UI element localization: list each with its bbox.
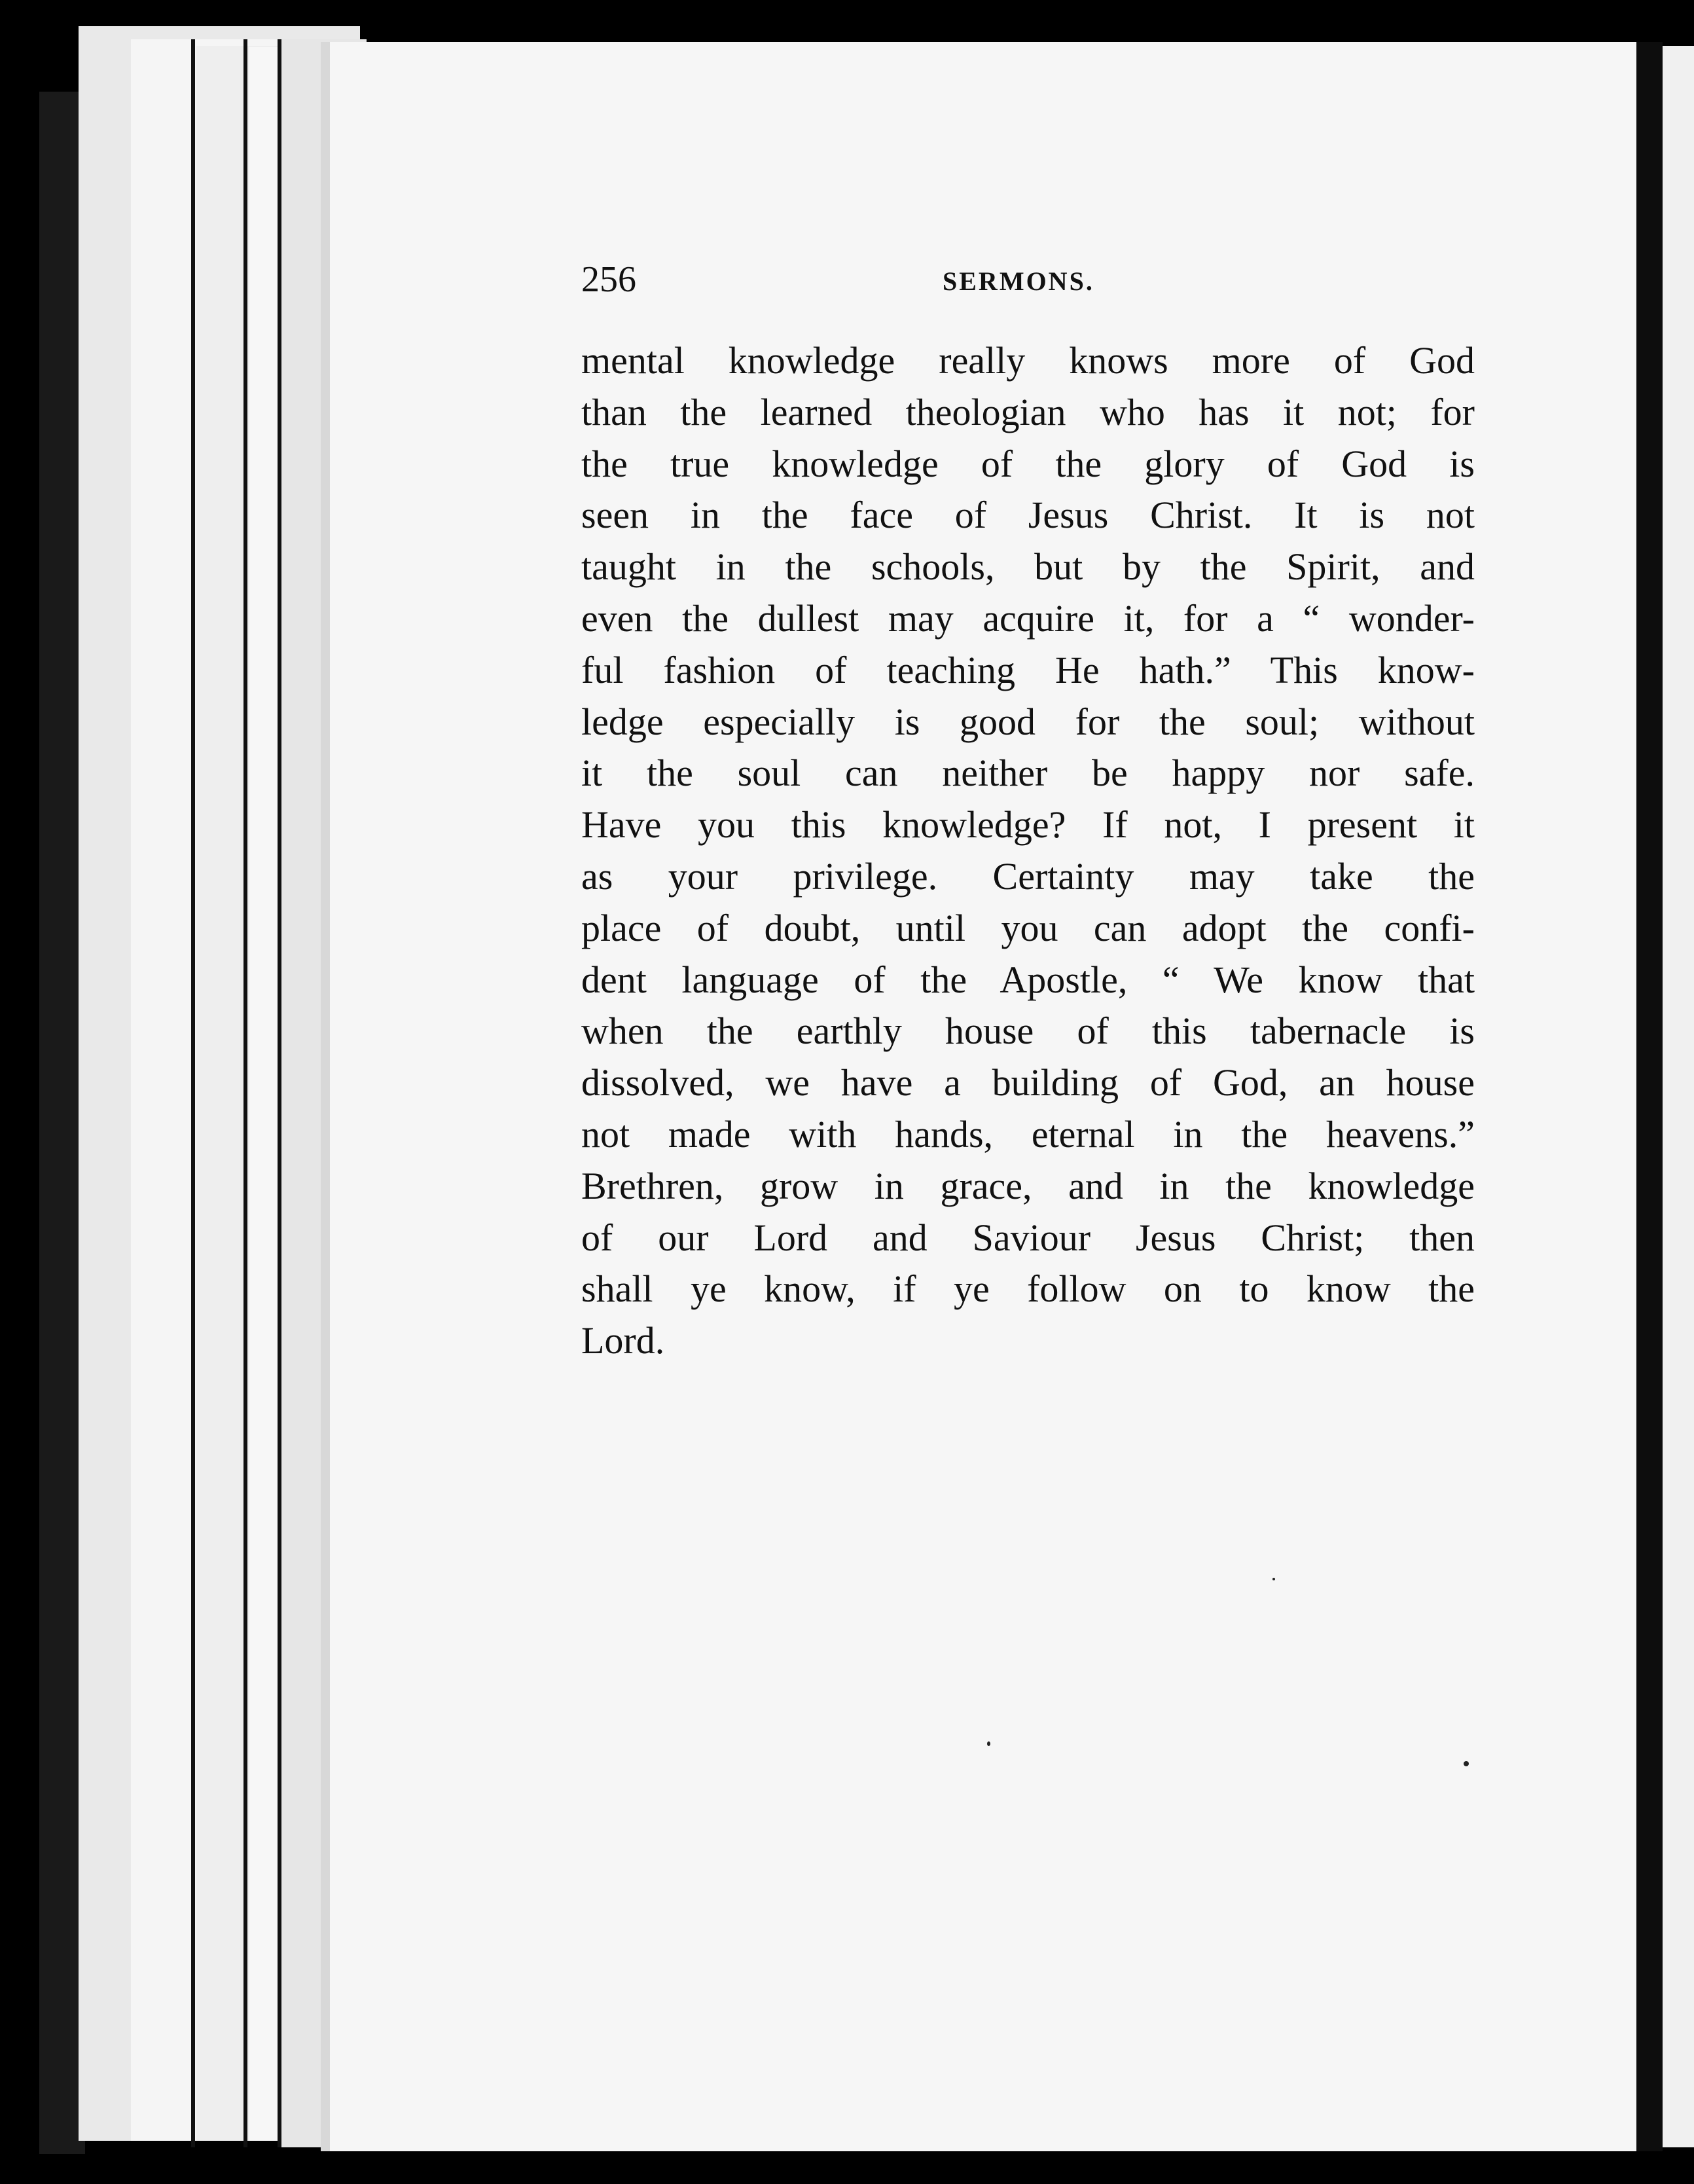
- facing-page-edge: [1663, 46, 1694, 2147]
- text-line: shall ye know, if ye follow on to know the: [581, 1267, 1475, 1311]
- text-line: Lord.: [581, 1319, 665, 1362]
- text-line: seen in the face of Jesus Christ. It is not: [581, 494, 1475, 537]
- scan-speck: [1464, 1761, 1469, 1766]
- page-body-text: [581, 335, 1475, 1367]
- page-edge-shadow: [278, 39, 281, 2147]
- text-line: even the dullest may acquire it, for a “ wonder-: [581, 596, 1475, 640]
- text-line: when the earthly house of this tabernacle is: [581, 1010, 1475, 1053]
- text-line: than the learned theologian who has it not; for: [581, 390, 1475, 433]
- text-line: mental knowledge really knows more of God: [581, 339, 1475, 382]
- text-line: Brethren, grow in grace, and in the knowledge: [581, 1164, 1475, 1207]
- page-edge-shadow: [191, 39, 195, 2147]
- text-line: dent language of the Apostle, “ We know that: [581, 958, 1475, 1001]
- scan-speck: [987, 1741, 990, 1746]
- scan-speck: [1272, 1578, 1275, 1580]
- text-line: ful fashion of teaching He hath.” This know-: [581, 648, 1475, 691]
- page-edge-shadow: [243, 39, 247, 2147]
- text-line: ledge especially is good for the soul; without: [581, 700, 1475, 743]
- text-line: dissolved, we have a building of God, an house: [581, 1061, 1475, 1104]
- text-line: the true knowledge of the glory of God is: [581, 442, 1475, 485]
- text-line: as your privilege. Certainty may take the: [581, 854, 1475, 898]
- text-line: Have you this knowledge? If not, I present it: [581, 803, 1475, 846]
- text-line: place of doubt, until you can adopt the confi-: [581, 906, 1475, 949]
- text-line: it the soul can neither be happy nor safe.: [581, 752, 1475, 795]
- gutter-shadow: [1636, 42, 1663, 2151]
- page-header: [581, 257, 1105, 302]
- page-number: 256: [581, 259, 636, 300]
- text-line: of our Lord and Saviour Jesus Christ; then: [581, 1216, 1475, 1259]
- text-line: taught in the schools, but by the Spirit, and: [581, 545, 1475, 589]
- running-head: SERMONS.: [943, 266, 1094, 296]
- text-line: not made with hands, eternal in the heavens.”: [581, 1112, 1475, 1156]
